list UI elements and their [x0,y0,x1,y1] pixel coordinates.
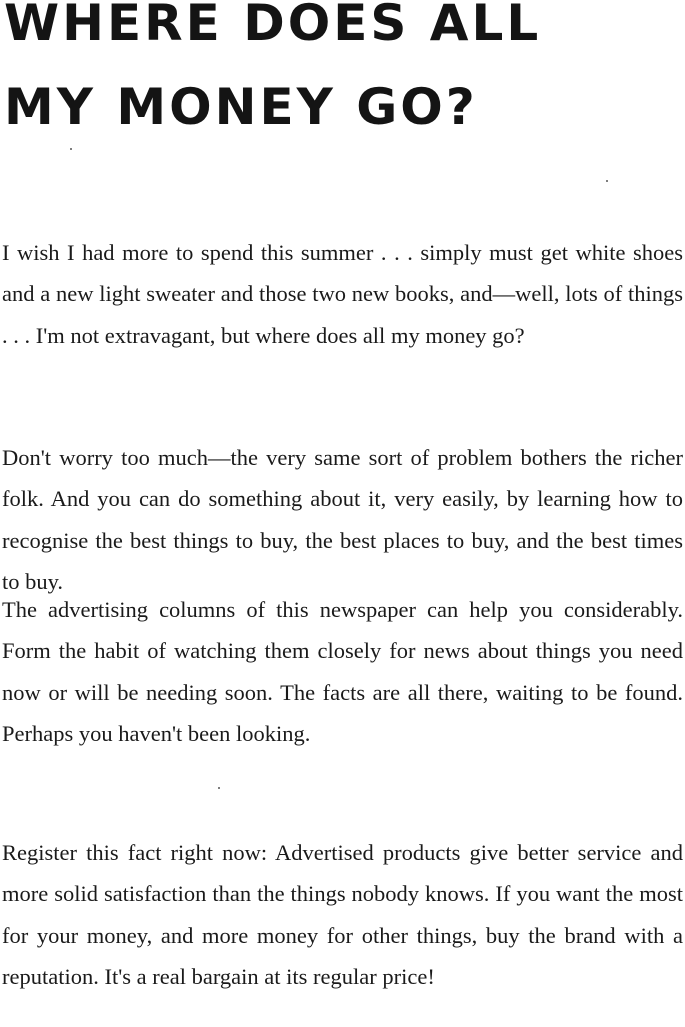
paragraph-text: I wish I had more to spend this summer . . . simply must get white shoes and a new light sweater and those two new books, and—well, lots of things . . . I'm not extravagant, but where does all my money go? [2,240,683,348]
paragraph-2 [2,437,683,603]
paragraph-3 [2,589,683,755]
paragraph-text: Register this fact right now: Advertised products give better service and more solid satisfaction than the things nobody knows. If you want the most for your money, and more money for other things, buy the brand with a reputation. It's a real bargain at its regular price! [2,840,683,990]
print-speck [606,180,608,182]
paragraph-4 [2,832,683,998]
print-speck [70,148,72,150]
headline-line-2: MY MONEY GO? [4,78,478,136]
paragraph-text: The advertising columns of this newspaper can help you considerably. Form the habit of watching them closely for news about things you need now or will be needing soon. The facts are all there, waiting to be found. Perhaps you haven't been looking. [2,597,683,747]
headline-line-1: WHERE DOES ALL [4,0,542,52]
print-speck [218,787,220,789]
paragraph-text: Don't worry too much—the very same sort of problem bothers the richer folk. And you can do something about it, very easily, by learning how to recognise the best things to buy, the best places to buy, and the best times to buy. [2,445,683,595]
paragraph-1 [2,232,683,356]
